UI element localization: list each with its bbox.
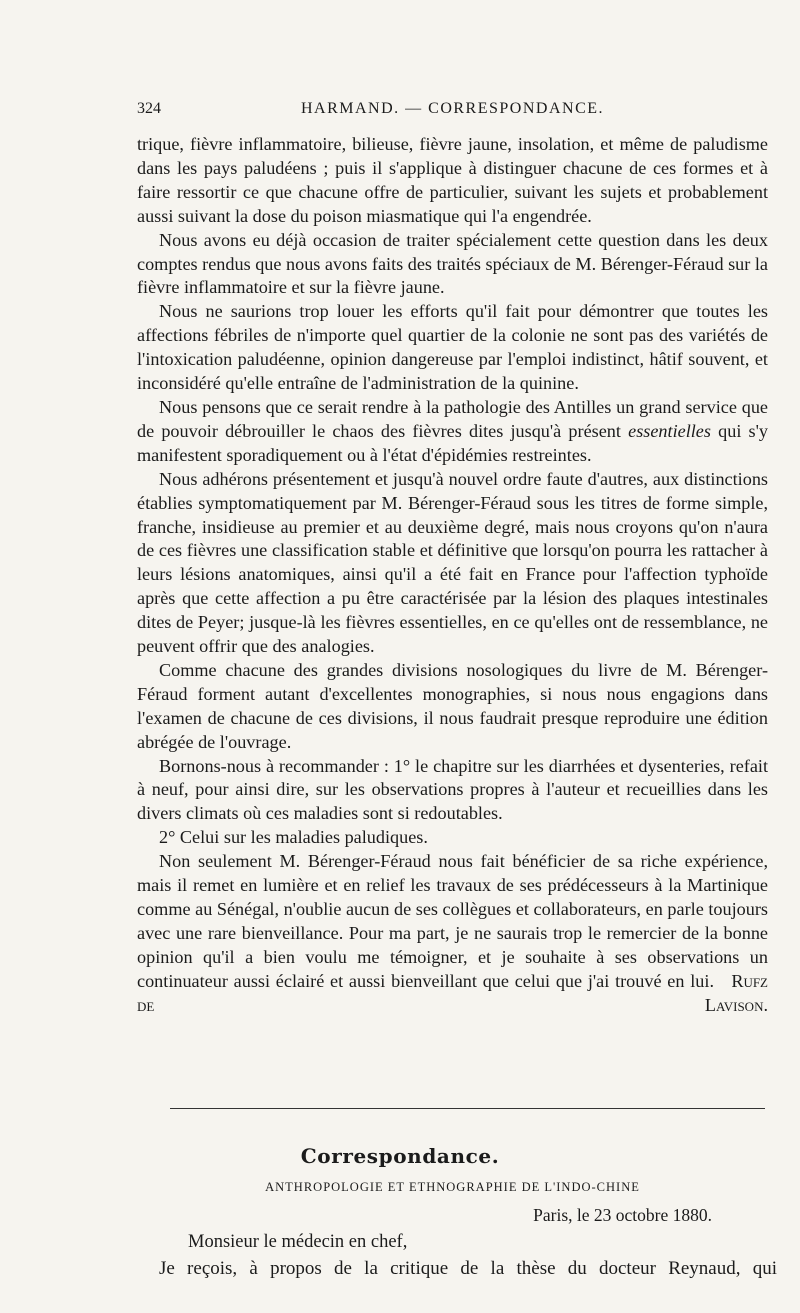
paragraph: Nous ne saurions trop louer les efforts qu'il fait pour démontrer que toutes les affections fébriles de n'importe quel quartier de la colonie ne sont pas des variétés de l'intoxication paludéenne, opinion dangereuse par l'emploi indistinct, hâtif souvent, et inconsidéré qu'elle entraîne de l'administration de la quinine. bbox=[137, 301, 768, 394]
author-signature: Rufz de Lavison. bbox=[137, 970, 769, 1015]
article-body bbox=[137, 133, 768, 1018]
paragraph: Nous avons eu déjà occasion de traiter spécialement cette question dans les deux comptes rendus que nous avons faits des traités spéciaux de M. Bérenger-Féraud sur la fièvre inflammatoire et sur la fièvre jaune. bbox=[137, 229, 768, 298]
letter-salutation: Monsieur le médecin en chef, bbox=[188, 1232, 408, 1252]
paragraph: trique, fièvre inflammatoire, bilieuse, fièvre jaune, insolation, et même de paludisme dans les pays paludéens ; puis il s'applique à distinguer chacune de ces formes et à faire ressortir ce que chacune offre de particulier, suivant les sujets et probablement aussi suivant la dose du poison miasmatique qui l'a engendrée. bbox=[137, 134, 768, 226]
section-subtitle: ANTHROPOLOGIE ET ETHNOGRAPHIE DE L'INDO-CHINE bbox=[265, 1180, 640, 1194]
paragraph-text: Nous pensons que ce serait rendre à la pathologie des Antilles un grand service que de pouvoir débrouiller le chaos des fièvres dites jusqu'à présent bbox=[137, 396, 768, 441]
paragraph-text: qui s'y manifestent sporadiquement ou à l'état d'épidémies restreintes. bbox=[137, 420, 768, 465]
emphasis: essentielles bbox=[628, 420, 711, 441]
running-header bbox=[137, 100, 768, 126]
paragraph: 2° Celui sur les maladies paludiques. bbox=[159, 827, 428, 848]
letter-place-date: Paris, le 23 octobre 1880. bbox=[533, 1205, 712, 1225]
letter-first-line: Je reçois, à propos de la critique de la thèse du docteur Reynaud, qui bbox=[159, 1258, 777, 1279]
paragraph-text: Non seulement M. Bérenger-Féraud nous fait bénéficier de sa riche expérience, mais il remet en lumière et en relief les travaux de ses prédécesseurs à la Martinique comme au Sénégal, n'oublie aucun de ses collègues et collaborateurs, en parle toujours avec une rare bienveillance. Pour ma part, je ne saurais trop le remercier de la bonne opinion qu'il a bien voulu me témoigner, et je souhaite à ses observations un continuateur aussi éclairé et aussi bienveillant que celui que j'ai trouvé en lui. bbox=[137, 851, 768, 991]
paragraph: Nous adhérons présentement et jusqu'à nouvel ordre faute d'autres, aux distinctions établies symptomatiquement par M. Bérenger-Féraud sous les titres de forme simple, franche, insidieuse au premier et au deuxième degré, mais nous croyons qu'on n'aura de ces fièvres une classification stable et définitive que lorsqu'on pourra les rattacher à leurs lésions anatomiques, ainsi qu'il a été fait en France pour l'affection typhoïde après que cette affection a pu être caractérisée par la lésion des plaques intestinales dites de Peyer; jusque-là les fièvres essentielles, en ce qu'elles ont de ressemblance, ne peuvent offrir que des analogies. bbox=[137, 468, 768, 657]
section-title: Correspondance. bbox=[300, 1144, 500, 1168]
paragraph bbox=[137, 396, 768, 468]
paragraph: Bornons-nous à recommander : 1° le chapitre sur les diarrhées et dysenteries, refait à neuf, pour ainsi dire, sur les observations propres à l'auteur et recueillies dans les divers climats où ces maladies sont si redoutables. bbox=[137, 755, 768, 824]
paragraph bbox=[137, 850, 768, 1017]
paragraph: Comme chacune des grandes divisions nosologiques du livre de M. Bérenger-Féraud forment autant d'excellentes monographies, si nous nous engagions dans l'examen de chacune de ces divisions, il nous faudrait presque reproduire une édition abrégée de l'ouvrage. bbox=[137, 659, 768, 752]
page-number: 324 bbox=[137, 100, 161, 117]
section-divider bbox=[170, 1108, 765, 1109]
running-head: HARMAND. — CORRESPONDANCE. bbox=[300, 100, 605, 117]
